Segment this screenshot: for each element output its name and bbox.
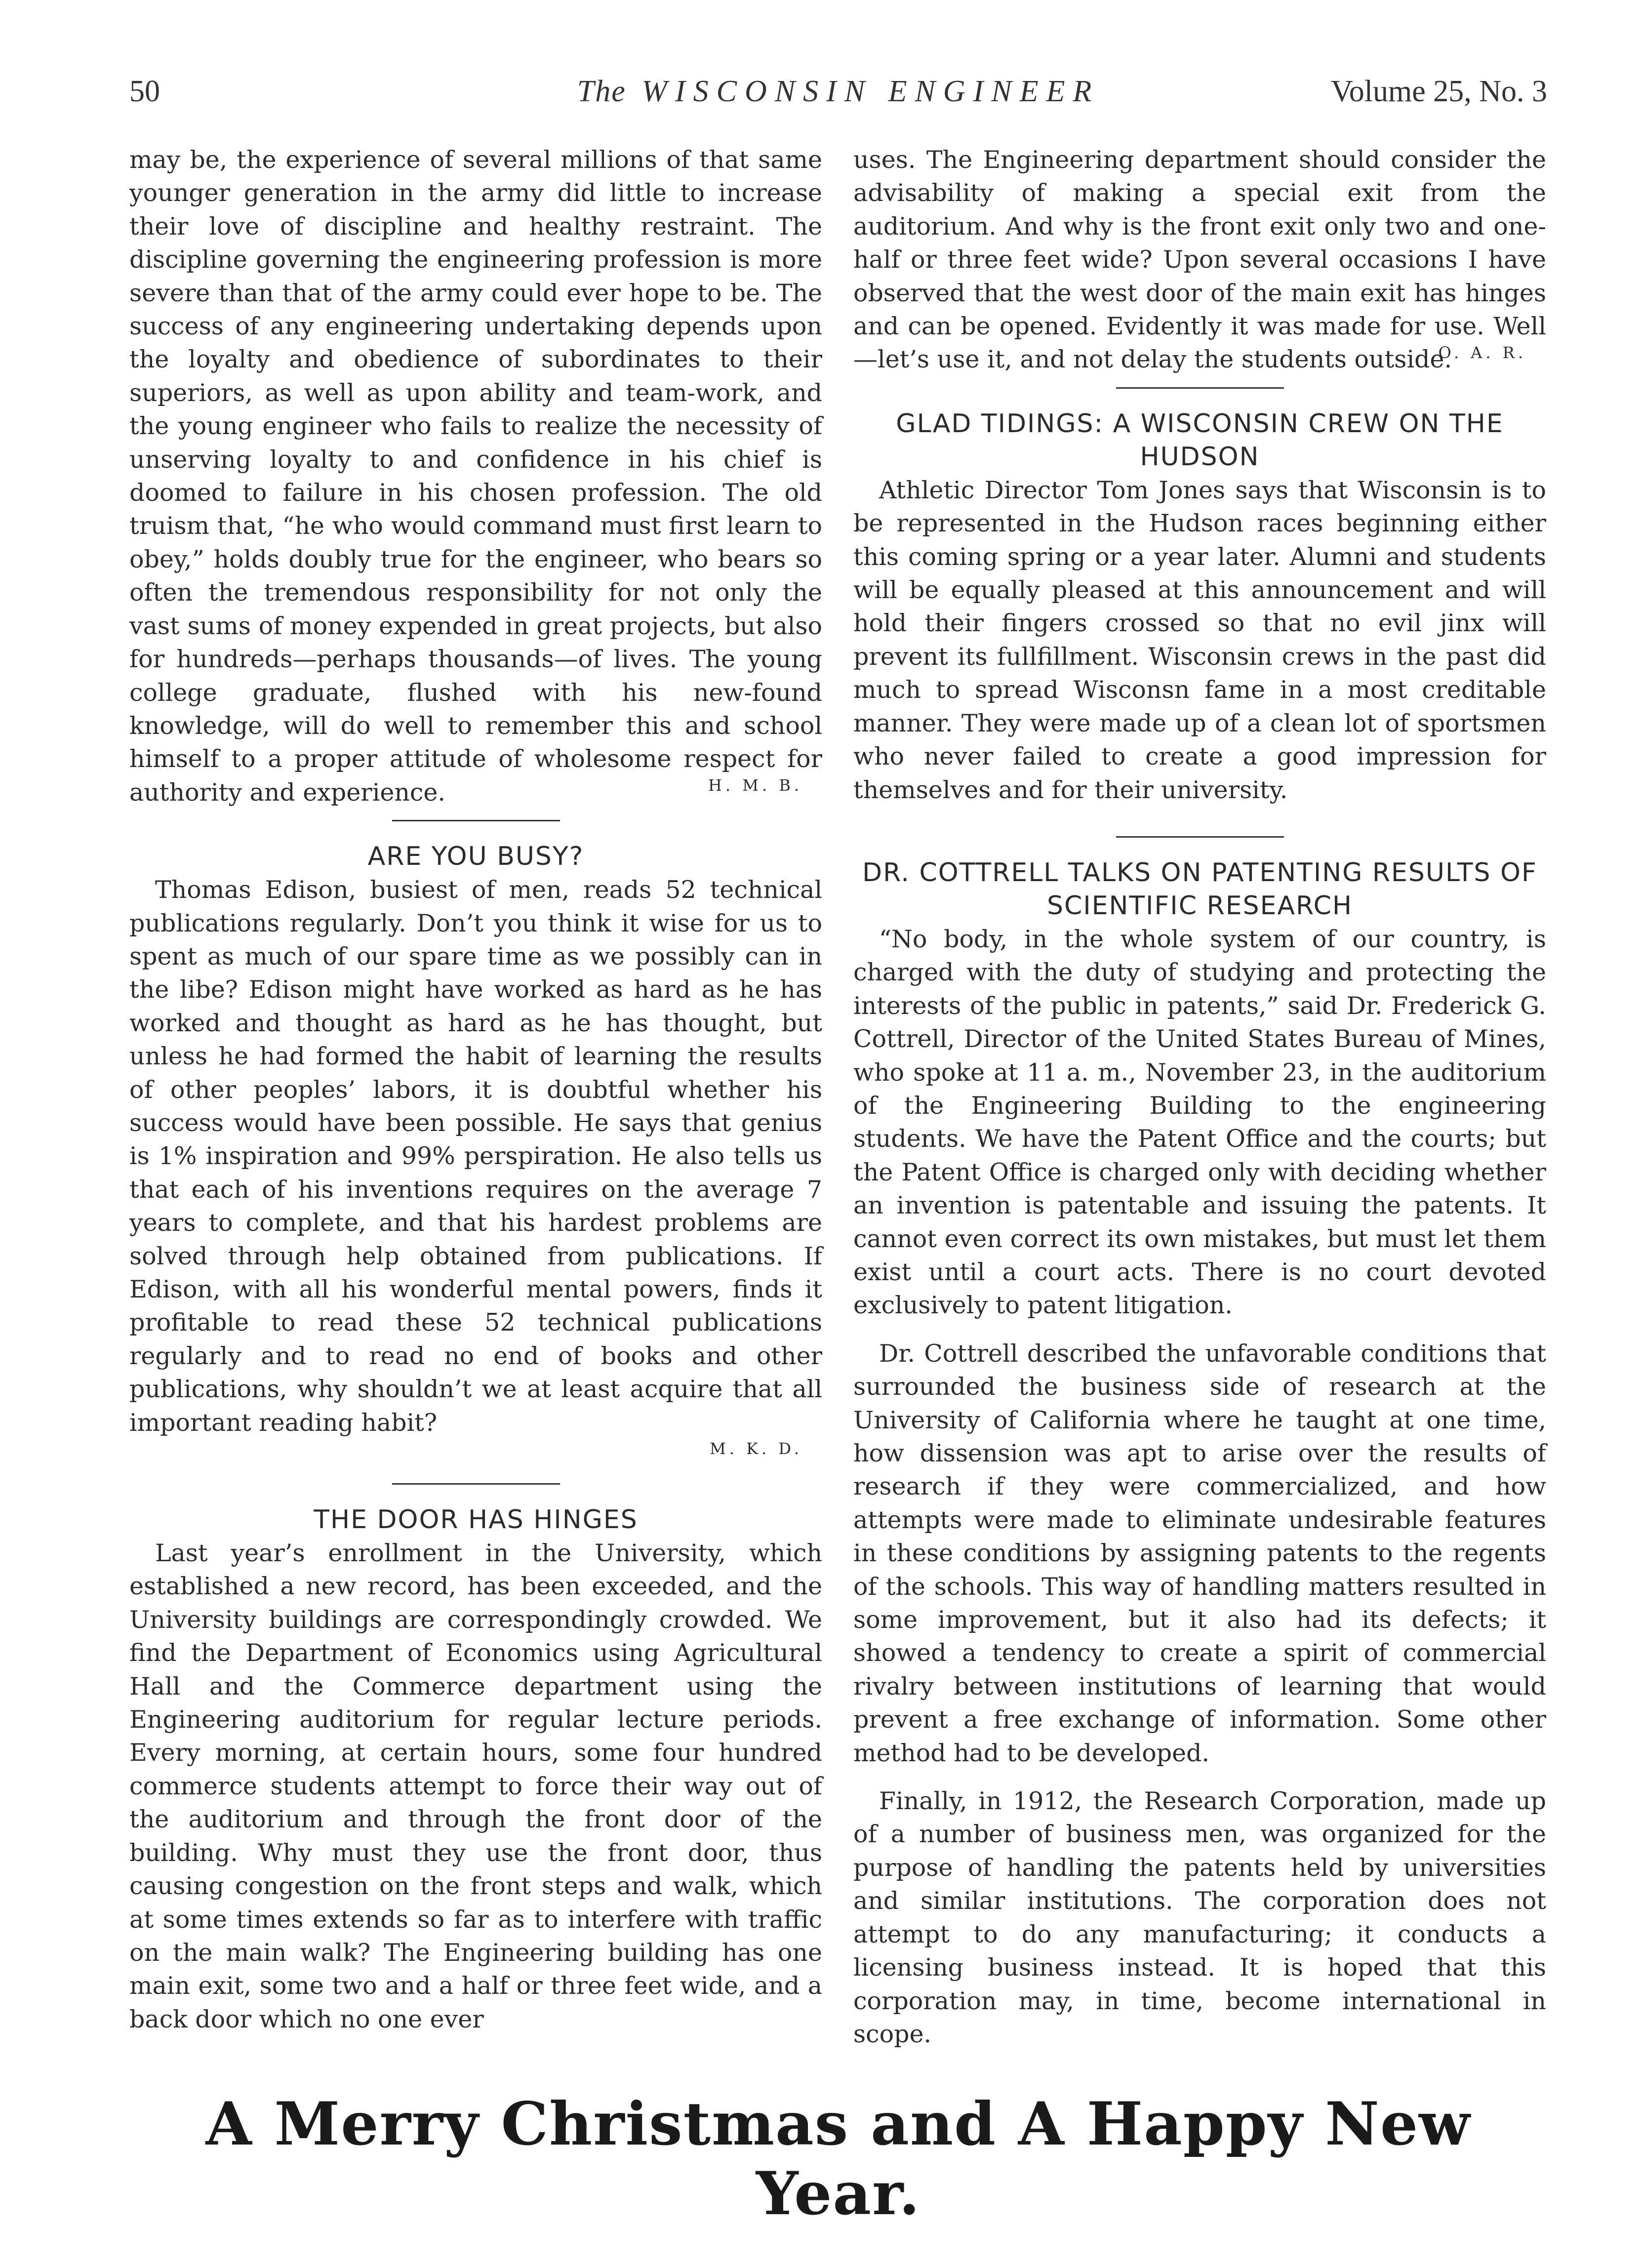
- article-door-text-right: uses. The Engineering department should consider the advisability of making a special exit from the auditorium. And why is the front exit only two and one-half or three feet wide? Upon several occasions I have observed that the west door of the main exit has hinges and can be opened. Evidently it was made for use. Well—let’s use it, and not delay the students outside.: [853, 146, 1546, 374]
- journal-title-name: WISCONSIN ENGINEER: [641, 75, 1100, 108]
- page-header: [129, 74, 1547, 119]
- left-column: [129, 143, 822, 2036]
- volume-label: Volume 25, No. 3: [1330, 75, 1547, 108]
- article-door-text-left: Last year’s enrollment in the University, which established a new record, has been exceeded, and the University buildings are correspondingly crowded. We find the Department of Economics using Agricultural Hall and the Commerce department using the Engineering auditorium for regular lecture periods. Every morning, at certain hours, some four hundred commerce students attempt to force their way out of the auditorium and through the front door of the building. Why must they use the front door, thus causing congestion on the front steps and walk, which at some times extends so far as to interfere with traffic on the main walk? The Engineering building has one main exit, some two and a half or three feet wide, and a back door which no one ever: [129, 1539, 822, 2033]
- divider-rule: [1116, 387, 1284, 389]
- article-busy-text: Thomas Edison, busiest of men, reads 52 technical publications regularly. Don’t you think it wise for us to spent as much of our spare time as we possibly can in the libe? Edison might have worked as hard as he has worked and thought as hard as he has thought, but unless he had formed the habit of learning the results of other peoples’ labors, it is doubtful whether his success would have been possible. He says that genius is 1% inspiration and 99% perspiration. He also tells us that each of his inventions requires on the average 7 years to complete, and that his hardest problems are solved through help obtained from publications. If Edison, with all his wonderful mental powers, finds it profitable to read these 52 technical publications regularly and to read no end of books and other publications, why shouldn’t we at least acquire that all important reading habit?: [129, 876, 822, 1437]
- article-crew-text: Athletic Director Tom Jones says that Wisconsin is to be represented in the Hudson races beginning either this coming spring or a year later. Alumni and students will be equally pleased at this announcement and will hold their fingers crossed so that no evil jinx will prevent its fullfillment. Wisconsin crews in the past did much to spread Wisconsn fame in a most creditable manner. They were made up of a clean lot of sportsmen who never failed to create a good impression for themselves and for their university.: [853, 476, 1546, 804]
- journal-title-prefix: The: [577, 75, 626, 108]
- article-busy-signature: M. K. D.: [709, 1439, 802, 1458]
- article-crew-heading: GLAD TIDINGS: A WISCONSIN CREW ON THE HUDSON: [896, 408, 1504, 472]
- article-hmb-text: may be, the experience of several millions of that same younger generation in the army did little to increase their love of discipline and healthy restraint. The discipline governing the engineering profession is more severe than that of the army could ever hope to be. The success of any engineering undertaking depends upon the loyalty and obedience of subordinates to their superiors, as well as upon ability and team-work, and the young engineer who fails to realize the necessity of unserving loyalty to and confidence in his chief is doomed to failure in his chosen profession. The old truism that, “he who would command must first learn to obey,” holds doubly true for the engineer, who bears so often the tremendous responsibility for not only the vast sums of money expended in great projects, but also for hundreds—perhaps thousands—of lives. The young college graduate, flushed with his new-found knowledge, will do well to remember this and school himself to a proper attitude of wholesome respect for authority and experience.: [129, 146, 822, 807]
- right-column: [853, 143, 1546, 2051]
- article-busy-heading: ARE YOU BUSY?: [367, 842, 584, 872]
- article-door-signature: O. A. R.: [1438, 343, 1526, 362]
- holiday-greeting: A Merry Christmas and A Happy New Year.: [205, 2089, 1471, 2228]
- article-cottrell-paragraph-3: Finally, in 1912, the Research Corporation, made up of a number of business men, was organized for the purpose of handling the patents held by universities and similar institutions. The corporation does not attempt to do any manufacturing; it conducts a licensing business instead. It is hoped that this corporation may, in time, become international in scope.: [853, 1787, 1546, 2048]
- divider-rule: [1116, 836, 1284, 838]
- article-cottrell-paragraph-1: “No body, in the whole system of our country, is charged with the duty of studying and protecting the interests of the public in patents,” said Dr. Frederick G. Cottrell, Director of the United States Bureau of Mines, who spoke at 11 a. m., November 23, in the auditorium of the Engineering Building to the engineering students. We have the Patent Office and the courts; but the Patent Office is charged only with deciding whether an invention is patentable and issuing the patents. It cannot even correct its own mistakes, but must let them exist until a court acts. There is no court devoted exclusively to patent litigation.: [853, 925, 1546, 1320]
- divider-rule: [392, 1483, 560, 1485]
- article-cottrell-paragraph-2: Dr. Cottrell described the unfavorable conditions that surrounded the business side of research at the University of California where he taught at one time, how dissension was apt to arise over the results of research if they were commercialized, and how attempts were made to eliminate undesirable features in these conditions by assigning patents to the regents of the schools. This way of handling matters resulted in some improvement, but it also had its defects; it showed a tendency to create a spirit of commercial rivalry between institutions of learning that would prevent a free exchange of information. Some other method had to be developed.: [853, 1339, 1546, 1767]
- divider-rule: [392, 820, 560, 821]
- page-number: 50: [129, 75, 160, 108]
- article-hmb-signature: H. M. B.: [708, 776, 802, 795]
- article-cottrell-heading: DR. COTTRELL TALKS ON PATENTING RESULTS OF SCIENTIFIC RESEARCH: [862, 857, 1537, 921]
- article-door-heading: THE DOOR HAS HINGES: [314, 1505, 638, 1535]
